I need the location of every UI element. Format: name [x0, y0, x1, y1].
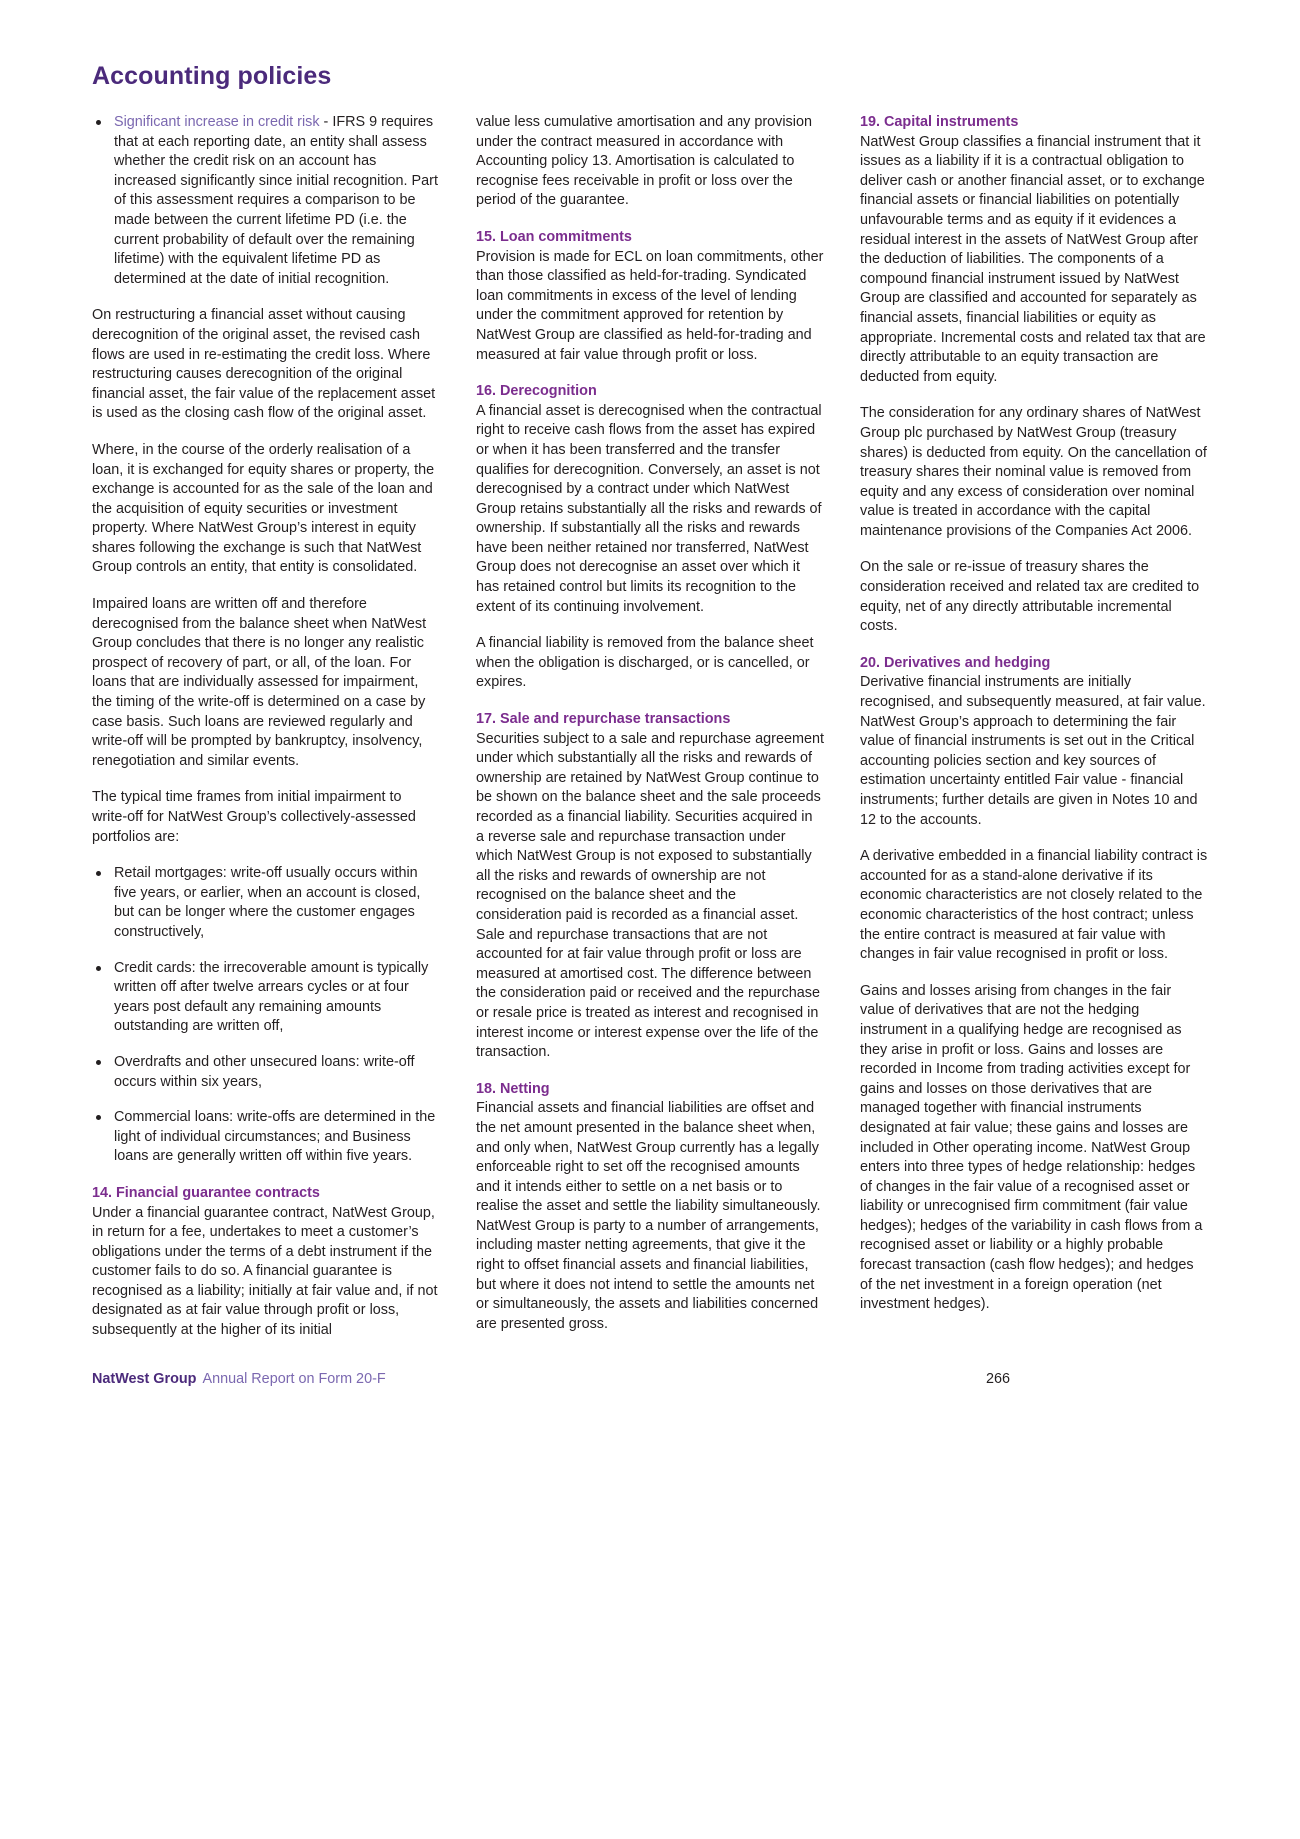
paragraph-restructuring: On restructuring a financial asset without causing derecognition of the original asset, the revised cash flows are used in re-estimating the credit loss. Where restructuring causes derecognition of the original financial asset, the fair value of the replacement asset is used as the closing cash flow of the original asset. [92, 307, 436, 422]
section-heading-19: 19. Capital instruments [860, 114, 1019, 130]
paragraph-capital-instruments: NatWest Group classifies a financial instrument that it issues as a liability if it is a contractual obligation to deliver cash or another financial asset, or to exchange financial assets or financial liabilities on potentially unfavourable terms and as equity if it evidences a residual interest in the assets of NatWest Group after the deduction of liabilities. The components of a compound financial instrument issued by NatWest Group are classified and accounted for separately as financial assets, financial liabilities or equity as appropriate. Incremental costs and related tax that are directly attributable to an equity transaction are deducted from equity. [860, 133, 1206, 385]
writeoff-bullet-list [92, 864, 440, 1167]
paragraph-embedded-derivative: A derivative embedded in a financial liability contract is accounted for as a stand-alone derivative if its economic characteristics are not closely related to the economic characteristics of the host contract; unless the entire contract is measured at fair value with changes in fair value recognised in profit or loss. [860, 848, 1208, 963]
footer-page-number: 266 [985, 1370, 1010, 1387]
list-item [92, 113, 440, 289]
three-column-body [92, 113, 1208, 1341]
footer-brand: NatWest Group [92, 1370, 197, 1387]
paragraph-time-frames-intro: The typical time frames from initial impairment to write-off for NatWest Group’s collectively-assessed portfolios are: [92, 789, 416, 845]
column-1 [92, 113, 440, 1341]
footer-report-title: Annual Report on Form 20-F [202, 1370, 386, 1387]
paragraph-financial-guarantee: Under a financial guarantee contract, NatWest Group, in return for a fee, undertakes to meet a customer’s obligations under the terms of a debt instrument if the customer fails to do so. A financial guarantee is recognised as a liability; initially at fair value and, if not designated as at fair value through profit or loss, subsequently at the higher of its initial [92, 1204, 438, 1339]
section-heading-15: 15. Loan commitments [476, 228, 632, 245]
paragraph-sale-repurchase: Securities subject to a sale and repurchase agreement under which substantially all the risks and rewards of ownership are retained by NatWest Group continue to be shown on the balance sheet and the sale proceeds recorded as a financial liability. Securities acquired in a reverse sale and repurchase transaction under which NatWest Group is not exposed to substantially all the risks and rewards of ownership are not recognised on the balance sheet and the consideration paid is recorded as a financial asset. Sale and repurchase transactions that are not accounted for at fair value through profit or loss are measured at amortised cost. The difference between the consideration paid or received and the repurchase or resale price is treated as interest and recognised in interest income or interest expense over the life of the transaction. [476, 730, 824, 1061]
paragraph-treasury-reissue: On the sale or re-issue of treasury shares the consideration received and related tax are credited to equity, net of any directly attributable incremental costs. [860, 559, 1200, 635]
paragraph-derivatives-fair-value: Derivative financial instruments are initially recognised, and subsequently measured, at fair value. NatWest Group’s approach to determining the fair value of financial instruments is set out in the Critical accounting policies section and key sources of estimation uncertainty entitled Fair value - financial instruments; further details are given in Notes 10 and 12 to the accounts. [860, 674, 1206, 828]
paragraph-gains-losses-hedging: Gains and losses arising from changes in the fair value of derivatives that are not the hedging instrument in a qualifying hedge are recognised as they arise in profit or loss. Gains and losses are recorded in Income from trading activities except for gains and losses on those derivatives that are managed together with financial instruments designated at fair value; these gains and losses are included in Other operating income. NatWest Group enters into three types of hedge relationship: hedges of changes in the fair value of a recognised asset or liability or unrecognised firm commitment (fair value hedges); hedges of the variability in cash flows from a recognised asset or liability or a highly probable forecast transaction (cash flow hedges); and hedges of the net investment in a foreign operation (net investment hedges). [860, 982, 1203, 1313]
paragraph-loan-commitments: Provision is made for ECL on loan commitments, other than those classified as held-for-trading. Syndicated loan commitments in excess of the level of lending under the commitment approved for retention by NatWest Group are classified as held-for-trading and measured at fair value through profit or loss. [476, 248, 824, 363]
paragraph-orderly-realisation: Where, in the course of the orderly realisation of a loan, it is exchanged for equity shares or property, the exchange is accounted for as the sale of the loan and the acquisition of equity securities or investment property. Where NatWest Group’s interest in equity shares following the exchange is such that NatWest Group controls an entity, that entity is consolidated. [92, 441, 435, 576]
paragraph-impaired-loans: Impaired loans are written off and therefore derecognised from the balance sheet when NatWest Group concludes that there is no longer any realistic prospect of recovery of part, or all, of the loan. For loans that are individually assessed for impairment, the timing of the write-off is determined on a case by case basis. Such loans are reviewed regularly and write-off will be prompted by bankruptcy, insolvency, renegotiation and similar events. [92, 596, 427, 769]
section-heading-17: 17. Sale and repurchase transactions [476, 711, 731, 728]
page-title: Accounting policies [92, 62, 332, 90]
section-heading-20: 20. Derivatives and hedging [860, 654, 1051, 671]
list-item: Commercial loans: write-offs are determined in the light of individual circumstances; and Business loans are generally written off within five years. [92, 1108, 440, 1167]
bullet-lead-term: Significant increase in credit risk [114, 114, 320, 130]
paragraph-derecognition-asset: A financial asset is derecognised when the contractual right to receive cash flows from the asset has expired or when it has been transferred and the transfer qualifies for derecognition. Conversely, an asset is not derecognised by a contract under which NatWest Group retains substantially all the risks and rewards of ownership. If substantially all the risks and rewards have been neither retained nor transferred, NatWest Group does not derecognise an asset over which it has retained control but limits its recognition to the extent of its continuing involvement. [476, 402, 822, 615]
list-item: Overdrafts and other unsecured loans: write-off occurs within six years, [92, 1053, 440, 1092]
section-heading-16: 16. Derecognition [476, 383, 597, 400]
paragraph-derecognition-liability: A financial liability is removed from the balance sheet when the obligation is discharged, or is cancelled, or expires. [476, 635, 814, 691]
column-3 [860, 113, 1208, 1315]
list-item: Credit cards: the irrecoverable amount is typically written off after twelve arrears cycles or at four years post default any remaining amounts outstanding are written off, [92, 959, 440, 1037]
column-2 [476, 113, 824, 1334]
page-footer [92, 1367, 1208, 1387]
credit-risk-bullet-list [92, 113, 440, 289]
list-item: Retail mortgages: write-off usually occurs within five years, or earlier, when an account is closed, but can be longer where the customer engages constructively, [92, 864, 440, 942]
bullet-body-text: - IFRS 9 requires that at each reporting date, an entity shall assess whether the credit risk on an account has increased significantly since initial recognition. Part of this assessment requires a comparison to be made between the current lifetime PD (i.e. the current probability of default over the remaining lifetime) with the equivalent lifetime PD as determined at the date of initial recognition. [114, 114, 438, 287]
paragraph-netting: Financial assets and financial liabilities are offset and the net amount presented in the balance sheet when, and only when, NatWest Group currently has a legally enforceable right to set off the recognised amounts and it intends either to settle on a net basis or to realise the asset and settle the liability simultaneously. NatWest Group is party to a number of arrangements, including master netting agreements, that give it the right to offset financial assets and financial liabilities, but where it does not intend to settle the amounts net or simultaneously, the assets and liabilities concerned are presented gross. [476, 1100, 821, 1332]
section-heading-14: 14. Financial guarantee contracts [92, 1184, 320, 1201]
section-heading-18: 18. Netting [476, 1080, 550, 1097]
paragraph-guarantee-continued: value less cumulative amortisation and any provision under the contract measured in accordance with Accounting policy 13. Amortisation is calculated to recognise fees receivable in profit or loss over the period of the guarantee. [476, 114, 812, 209]
paragraph-treasury-shares: The consideration for any ordinary shares of NatWest Group plc purchased by NatWest Group (treasury shares) is deducted from equity. On the cancellation of treasury shares their nominal value is removed from equity and any excess of consideration over nominal value is treated in accordance with the capital maintenance provisions of the Companies Act 2006. [860, 405, 1207, 539]
